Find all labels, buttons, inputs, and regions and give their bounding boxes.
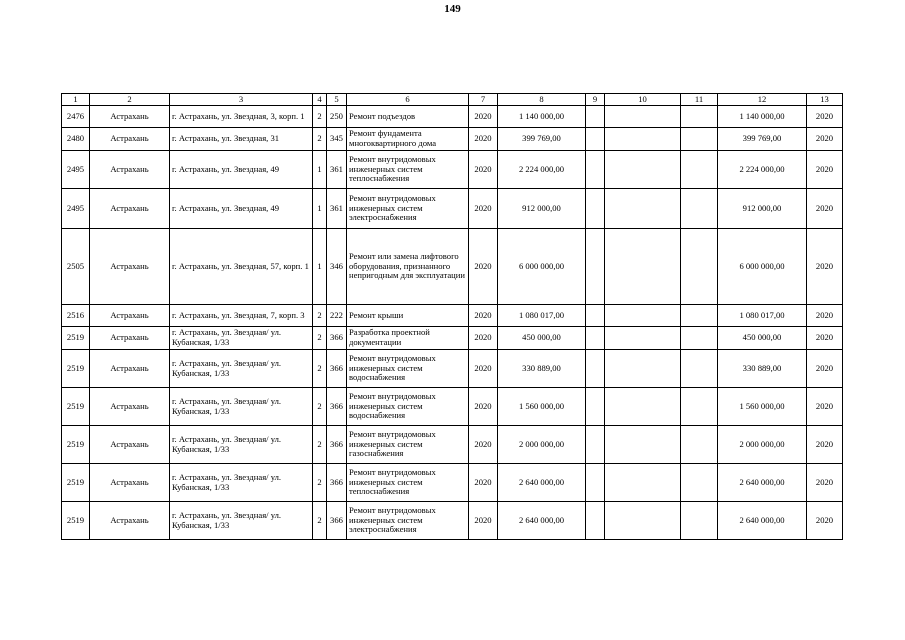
cell-total-cost: 2 640 000,00 xyxy=(718,502,807,540)
cell-col-9 xyxy=(586,229,605,305)
cell-year: 2020 xyxy=(469,327,498,350)
table-row xyxy=(62,189,843,229)
cell-year: 2020 xyxy=(469,350,498,388)
table-row xyxy=(62,106,843,128)
cell-total-cost: 2 640 000,00 xyxy=(718,464,807,502)
cell-cost: 2 224 000,00 xyxy=(498,151,586,189)
cell-total-cost: 6 000 000,00 xyxy=(718,229,807,305)
column-number: 11 xyxy=(681,94,718,106)
cell-work-type: Ремонт внутридомовых инженерных систем газоснабжения xyxy=(347,426,469,464)
cell-floors: 2 xyxy=(313,327,327,350)
cell-cost: 450 000,00 xyxy=(498,327,586,350)
column-number: 10 xyxy=(605,94,681,106)
cell-total-cost: 2 224 000,00 xyxy=(718,151,807,189)
cell-work-code: 222 xyxy=(327,305,347,327)
cell-work-code: 346 xyxy=(327,229,347,305)
column-number: 1 xyxy=(62,94,90,106)
cell-city: Астрахань xyxy=(90,464,170,502)
cell-floors: 2 xyxy=(313,464,327,502)
cell-floors: 2 xyxy=(313,305,327,327)
cell-total-cost: 399 769,00 xyxy=(718,128,807,151)
cell-work-code: 366 xyxy=(327,388,347,426)
table-row xyxy=(62,151,843,189)
cell-address: г. Астрахань, ул. Звездная/ ул. Кубанская, 1/33 xyxy=(170,388,313,426)
cell-end-year: 2020 xyxy=(807,350,843,388)
cell-year: 2020 xyxy=(469,189,498,229)
cell-end-year: 2020 xyxy=(807,388,843,426)
cell-year: 2020 xyxy=(469,502,498,540)
cell-col-11 xyxy=(681,189,718,229)
cell-year: 2020 xyxy=(469,151,498,189)
table-row xyxy=(62,327,843,350)
cell-end-year: 2020 xyxy=(807,151,843,189)
cell-col-9 xyxy=(586,502,605,540)
cell-col-9 xyxy=(586,426,605,464)
cell-col-11 xyxy=(681,464,718,502)
cell-col-11 xyxy=(681,350,718,388)
cell-year: 2020 xyxy=(469,464,498,502)
cell-work-type: Ремонт внутридомовых инженерных систем электроснабжения xyxy=(347,189,469,229)
cell-col-9 xyxy=(586,350,605,388)
cell-end-year: 2020 xyxy=(807,502,843,540)
cell-col-11 xyxy=(681,305,718,327)
cell-cost: 1 080 017,00 xyxy=(498,305,586,327)
table-row xyxy=(62,350,843,388)
cell-col-11 xyxy=(681,128,718,151)
cell-address: г. Астрахань, ул. Звездная/ ул. Кубанская, 1/33 xyxy=(170,426,313,464)
cell-year: 2020 xyxy=(469,128,498,151)
cell-year: 2020 xyxy=(469,106,498,128)
cell-city: Астрахань xyxy=(90,502,170,540)
cell-total-cost: 1 560 000,00 xyxy=(718,388,807,426)
cell-work-type: Ремонт внутридомовых инженерных систем теплоснабжения xyxy=(347,151,469,189)
cell-col-9 xyxy=(586,106,605,128)
cell-object-id: 2480 xyxy=(62,128,90,151)
cell-cost: 2 640 000,00 xyxy=(498,502,586,540)
table-row xyxy=(62,426,843,464)
cell-year: 2020 xyxy=(469,388,498,426)
cell-object-id: 2505 xyxy=(62,229,90,305)
cell-work-code: 250 xyxy=(327,106,347,128)
cell-col-11 xyxy=(681,388,718,426)
cell-city: Астрахань xyxy=(90,388,170,426)
cell-address: г. Астрахань, ул. Звездная, 49 xyxy=(170,151,313,189)
cell-col-9 xyxy=(586,327,605,350)
cell-work-code: 366 xyxy=(327,327,347,350)
cell-year: 2020 xyxy=(469,426,498,464)
cell-cost: 1 140 000,00 xyxy=(498,106,586,128)
cell-cost: 2 000 000,00 xyxy=(498,426,586,464)
cell-address: г. Астрахань, ул. Звездная/ ул. Кубанская, 1/33 xyxy=(170,327,313,350)
cell-col-9 xyxy=(586,305,605,327)
cell-city: Астрахань xyxy=(90,189,170,229)
cell-address: г. Астрахань, ул. Звездная/ ул. Кубанская, 1/33 xyxy=(170,502,313,540)
cell-work-type: Ремонт фундамента многоквартирного дома xyxy=(347,128,469,151)
cell-address: г. Астрахань, ул. Звездная/ ул. Кубанская, 1/33 xyxy=(170,464,313,502)
cell-city: Астрахань xyxy=(90,229,170,305)
cell-city: Астрахань xyxy=(90,128,170,151)
table-row xyxy=(62,388,843,426)
cell-object-id: 2519 xyxy=(62,388,90,426)
cell-col-10 xyxy=(605,464,681,502)
cell-object-id: 2495 xyxy=(62,151,90,189)
cell-address: г. Астрахань, ул. Звездная, 57, корп. 1 xyxy=(170,229,313,305)
cell-col-10 xyxy=(605,106,681,128)
page-number: 149 xyxy=(444,3,461,15)
cell-end-year: 2020 xyxy=(807,327,843,350)
cell-work-code: 361 xyxy=(327,189,347,229)
cell-total-cost: 912 000,00 xyxy=(718,189,807,229)
cell-work-type: Ремонт внутридомовых инженерных систем теплоснабжения xyxy=(347,464,469,502)
cell-end-year: 2020 xyxy=(807,229,843,305)
cell-work-code: 366 xyxy=(327,350,347,388)
cell-work-code: 345 xyxy=(327,128,347,151)
table-row xyxy=(62,502,843,540)
column-number: 9 xyxy=(586,94,605,106)
cell-work-type: Ремонт подъездов xyxy=(347,106,469,128)
cell-col-9 xyxy=(586,128,605,151)
cell-work-type: Разработка проектной документации xyxy=(347,327,469,350)
column-number: 12 xyxy=(718,94,807,106)
cell-work-code: 361 xyxy=(327,151,347,189)
cell-work-code: 366 xyxy=(327,426,347,464)
cell-col-10 xyxy=(605,388,681,426)
cell-col-11 xyxy=(681,151,718,189)
cell-total-cost: 450 000,00 xyxy=(718,327,807,350)
cell-total-cost: 1 080 017,00 xyxy=(718,305,807,327)
column-number: 7 xyxy=(469,94,498,106)
cell-year: 2020 xyxy=(469,305,498,327)
column-number-row xyxy=(62,94,843,106)
cell-col-11 xyxy=(681,327,718,350)
cell-end-year: 2020 xyxy=(807,464,843,502)
cell-cost: 399 769,00 xyxy=(498,128,586,151)
cell-object-id: 2519 xyxy=(62,327,90,350)
cell-object-id: 2519 xyxy=(62,464,90,502)
column-number: 2 xyxy=(90,94,170,106)
cell-col-11 xyxy=(681,502,718,540)
cell-floors: 2 xyxy=(313,426,327,464)
cell-object-id: 2519 xyxy=(62,350,90,388)
cell-total-cost: 2 000 000,00 xyxy=(718,426,807,464)
cell-address: г. Астрахань, ул. Звездная, 7, корп. 3 xyxy=(170,305,313,327)
cell-col-10 xyxy=(605,229,681,305)
cell-cost: 6 000 000,00 xyxy=(498,229,586,305)
cell-work-type: Ремонт внутридомовых инженерных систем электроснабжения xyxy=(347,502,469,540)
column-number: 5 xyxy=(327,94,347,106)
table-row xyxy=(62,128,843,151)
cell-city: Астрахань xyxy=(90,106,170,128)
cell-object-id: 2516 xyxy=(62,305,90,327)
cell-address: г. Астрахань, ул. Звездная, 31 xyxy=(170,128,313,151)
cell-col-10 xyxy=(605,327,681,350)
cell-address: г. Астрахань, ул. Звездная/ ул. Кубанская, 1/33 xyxy=(170,350,313,388)
cell-floors: 2 xyxy=(313,128,327,151)
cell-city: Астрахань xyxy=(90,426,170,464)
cell-col-9 xyxy=(586,464,605,502)
cell-city: Астрахань xyxy=(90,350,170,388)
cell-floors: 2 xyxy=(313,106,327,128)
column-number: 6 xyxy=(347,94,469,106)
cell-col-10 xyxy=(605,128,681,151)
cell-cost: 1 560 000,00 xyxy=(498,388,586,426)
cell-col-10 xyxy=(605,305,681,327)
cell-city: Астрахань xyxy=(90,151,170,189)
cell-col-9 xyxy=(586,189,605,229)
cell-object-id: 2476 xyxy=(62,106,90,128)
table-row xyxy=(62,305,843,327)
column-number: 3 xyxy=(170,94,313,106)
cell-col-11 xyxy=(681,229,718,305)
cell-end-year: 2020 xyxy=(807,106,843,128)
cell-address: г. Астрахань, ул. Звездная, 49 xyxy=(170,189,313,229)
cell-col-10 xyxy=(605,151,681,189)
cell-end-year: 2020 xyxy=(807,305,843,327)
cell-total-cost: 1 140 000,00 xyxy=(718,106,807,128)
cell-cost: 912 000,00 xyxy=(498,189,586,229)
cell-col-11 xyxy=(681,426,718,464)
column-number: 8 xyxy=(498,94,586,106)
cell-floors: 1 xyxy=(313,189,327,229)
cell-object-id: 2495 xyxy=(62,189,90,229)
column-number: 13 xyxy=(807,94,843,106)
cell-floors: 2 xyxy=(313,388,327,426)
cell-work-type: Ремонт внутридомовых инженерных систем водоснабжения xyxy=(347,388,469,426)
table-row xyxy=(62,464,843,502)
cell-city: Астрахань xyxy=(90,327,170,350)
cell-floors: 2 xyxy=(313,350,327,388)
cell-work-type: Ремонт крыши xyxy=(347,305,469,327)
repair-program-table xyxy=(61,93,843,540)
cell-work-type: Ремонт или замена лифтового оборудования, признанного непригодным для эксплуатации xyxy=(347,229,469,305)
column-number: 4 xyxy=(313,94,327,106)
cell-city: Астрахань xyxy=(90,305,170,327)
cell-work-code: 366 xyxy=(327,502,347,540)
cell-col-9 xyxy=(586,151,605,189)
cell-address: г. Астрахань, ул. Звездная, 3, корп. 1 xyxy=(170,106,313,128)
cell-year: 2020 xyxy=(469,229,498,305)
cell-col-10 xyxy=(605,350,681,388)
cell-floors: 1 xyxy=(313,151,327,189)
table-row xyxy=(62,229,843,305)
cell-cost: 330 889,00 xyxy=(498,350,586,388)
cell-end-year: 2020 xyxy=(807,128,843,151)
cell-col-10 xyxy=(605,189,681,229)
cell-work-type: Ремонт внутридомовых инженерных систем водоснабжения xyxy=(347,350,469,388)
cell-object-id: 2519 xyxy=(62,426,90,464)
cell-col-10 xyxy=(605,426,681,464)
cell-end-year: 2020 xyxy=(807,189,843,229)
cell-end-year: 2020 xyxy=(807,426,843,464)
cell-col-11 xyxy=(681,106,718,128)
cell-object-id: 2519 xyxy=(62,502,90,540)
cell-floors: 2 xyxy=(313,502,327,540)
cell-work-code: 366 xyxy=(327,464,347,502)
cell-col-9 xyxy=(586,388,605,426)
cell-total-cost: 330 889,00 xyxy=(718,350,807,388)
cell-cost: 2 640 000,00 xyxy=(498,464,586,502)
cell-col-10 xyxy=(605,502,681,540)
cell-floors: 1 xyxy=(313,229,327,305)
